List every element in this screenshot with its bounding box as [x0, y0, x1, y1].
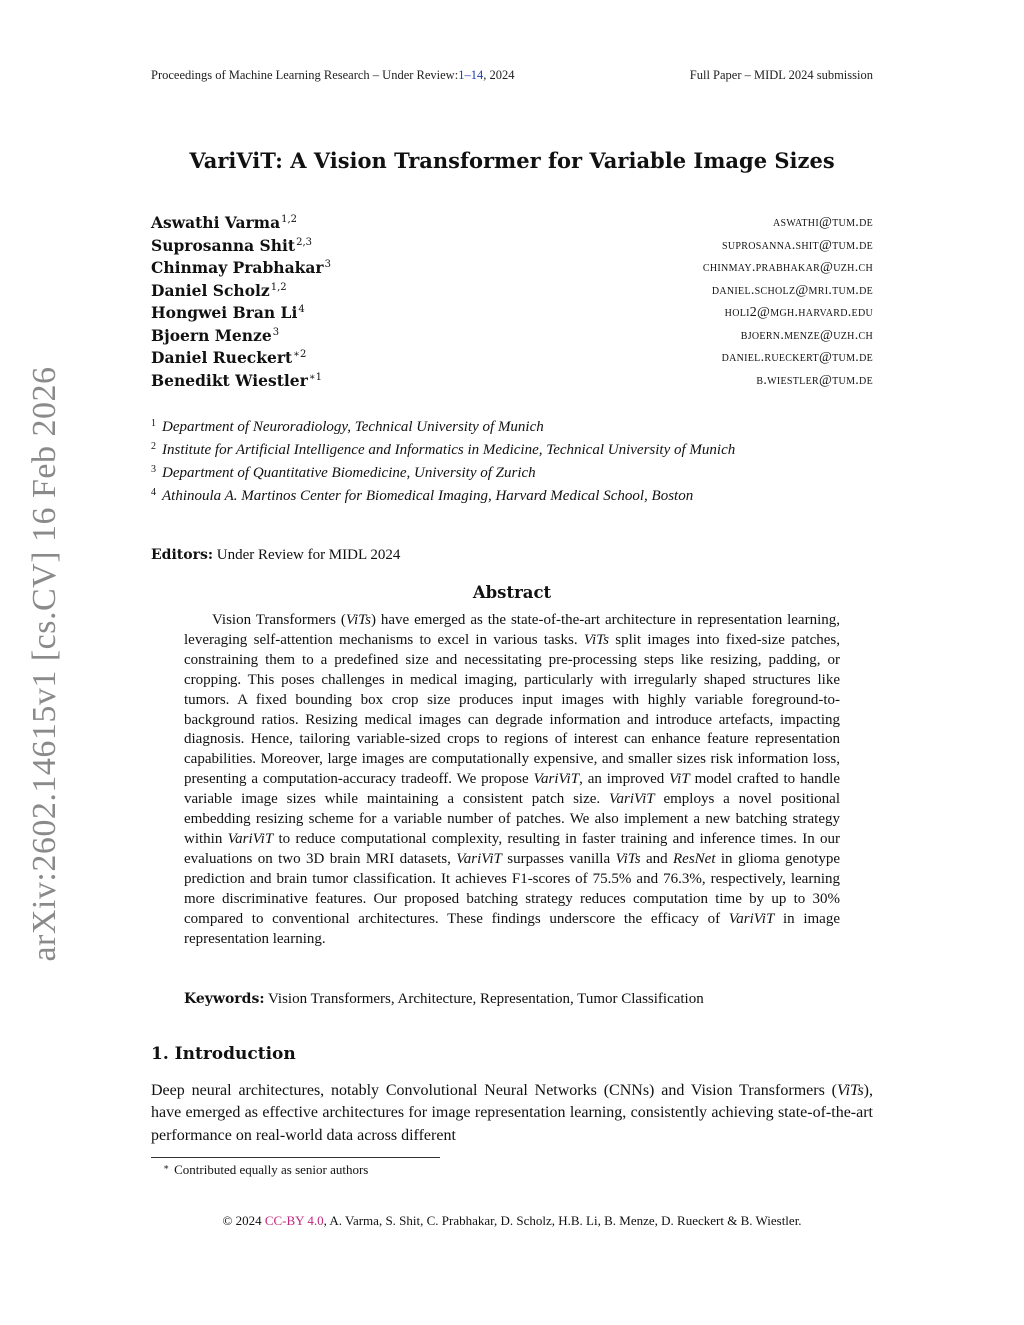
- author-row: [151, 213, 873, 235]
- author-row: [151, 281, 873, 303]
- introduction-text: Deep neural architectures, notably Convolutional Neural Networks (CNNs) and Vision Transformers (ViTs), have emerged as effective architectures for image representation learning, consistently achieving state-of-the-art performance on real-world data across different: [151, 1082, 873, 1144]
- footnote: ∗ Contributed equally as senior authors: [163, 1162, 369, 1177]
- paper-title: VariViT: A Vision Transformer for Variable Image Sizes: [189, 148, 835, 173]
- editors-line: [151, 547, 400, 564]
- affiliation: $^2$ Institute for Artificial Intelligence and Informatics in Medicine, Technical University of Munich: [151, 441, 736, 458]
- copyright-line: © 2024 CC-BY 4.0, A. Varma, S. Shit, C. Prabhakar, D. Scholz, H.B. Li, B. Menze, D. Rueckert & B. Wiestler.: [222, 1213, 802, 1228]
- author-email[interactable]: holi2@mgh.harvard.edu: [724, 305, 873, 320]
- arxiv-identifier: arXiv:2602.14615v1 [cs.CV] 16 Feb 2026: [26, 366, 63, 962]
- author-name: Daniel Scholz$^{1,2}$: [151, 281, 287, 300]
- copyright-icon: ©: [222, 1213, 233, 1228]
- author-email[interactable]: daniel.scholz@mri.tum.de: [711, 283, 873, 298]
- affiliation: $^4$ Athinoula A. Martinos Center for Biomedical Imaging, Harvard Medical School, Boston: [151, 487, 694, 504]
- author-row: [151, 371, 873, 393]
- keywords-label: Keywords:: [184, 991, 265, 1007]
- author-email[interactable]: b.wiestler@tum.de: [756, 373, 873, 388]
- license-link[interactable]: CC-BY 4.0: [264, 1213, 324, 1228]
- author-name: Benedikt Wiestler$^{∗1}$: [151, 371, 322, 390]
- author-name: Chinmay Prabhakar$^3$: [151, 258, 331, 277]
- author-email[interactable]: aswathi@tum.de: [772, 215, 873, 230]
- author-row: [151, 258, 873, 280]
- abstract-heading: Abstract: [472, 583, 552, 602]
- author-email[interactable]: bjoern.menze@uzh.ch: [740, 328, 873, 343]
- editors-value: Under Review for MIDL 2024: [216, 547, 401, 563]
- author-name: Hongwei Bran Li$^4$: [151, 303, 305, 322]
- author-name: Suprosanna Shit$^{2,3}$: [151, 236, 312, 255]
- page-range-link[interactable]: 1–14: [458, 68, 484, 82]
- keywords-value: Vision Transformers, Architecture, Representation, Tumor Classification: [268, 991, 704, 1007]
- keywords-line: [184, 991, 844, 1008]
- abstract-text: Vision Transformers (ViTs) have emerged as the state-of-the-art architecture in representation learning, leveraging self-attention mechanisms to excel in various tasks. ViTs split images into fixed-size patches, constraining them to a predefined size and necessitating pre-processing steps like resizing, padding, or cropping. This poses challenges in medical imaging, particularly with irregularly shaped structures like tumors. A fixed bounding box crop size produces input images with highly variable foreground-to-background ratios. Resizing medical images can degrade information and introduce artefacts, impacting diagnosis. Hence, tailoring variable-sized crops to regions of interest can enhance feature representation capabilities. Moreover, large images are computationally expensive, and smaller sizes risk information loss, presenting a computation-accuracy tradeoff. We propose VariViT, an improved ViT model crafted to handle variable image sizes while maintaining a consistent patch size. VariViT employs a novel positional embedding resizing scheme for a variable number of patches. We also implement a new batching strategy within VariViT to reduce computational complexity, resulting in faster training and inference times. In our evaluations on two 3D brain MRI datasets, VariViT surpasses vanilla ViTs and ResNet in glioma genotype prediction and brain tumor classification. It achieves F1-scores of 75.5% and 76.3%, respectively, learning more discriminative features. Our proposed batching strategy reduces computation time by up to 30% compared to conventional architectures. These findings underscore the efficacy of VariViT in image representation learning.: [184, 612, 840, 947]
- author-row: [151, 236, 873, 258]
- author-email[interactable]: chinmay.prabhakar@uzh.ch: [702, 260, 873, 275]
- author-row: [151, 303, 873, 325]
- author-name: Aswathi Varma$^{1,2}$: [151, 213, 298, 232]
- author-email[interactable]: daniel.rueckert@tum.de: [721, 350, 873, 365]
- section-heading-introduction: 1. Introduction: [151, 1044, 296, 1064]
- affiliation: $^1$ Department of Neuroradiology, Technical University of Munich: [151, 418, 544, 435]
- author-row: [151, 348, 873, 370]
- editors-label: Editors:: [151, 547, 214, 563]
- running-header-right: Full Paper – MIDL 2024 submission: [689, 68, 873, 82]
- author-row: [151, 326, 873, 348]
- affiliation: $^3$ Department of Quantitative Biomedicine, University of Zurich: [151, 464, 536, 481]
- footnote-divider: [151, 1157, 440, 1158]
- author-email[interactable]: suprosanna.shit@tum.de: [722, 238, 873, 253]
- author-name: Bjoern Menze$^3$: [151, 326, 280, 345]
- author-name: Daniel Rueckert$^{∗2}$: [151, 348, 307, 367]
- running-header-left: Proceedings of Machine Learning Research – Under Review:1–14, 2024: [151, 68, 515, 82]
